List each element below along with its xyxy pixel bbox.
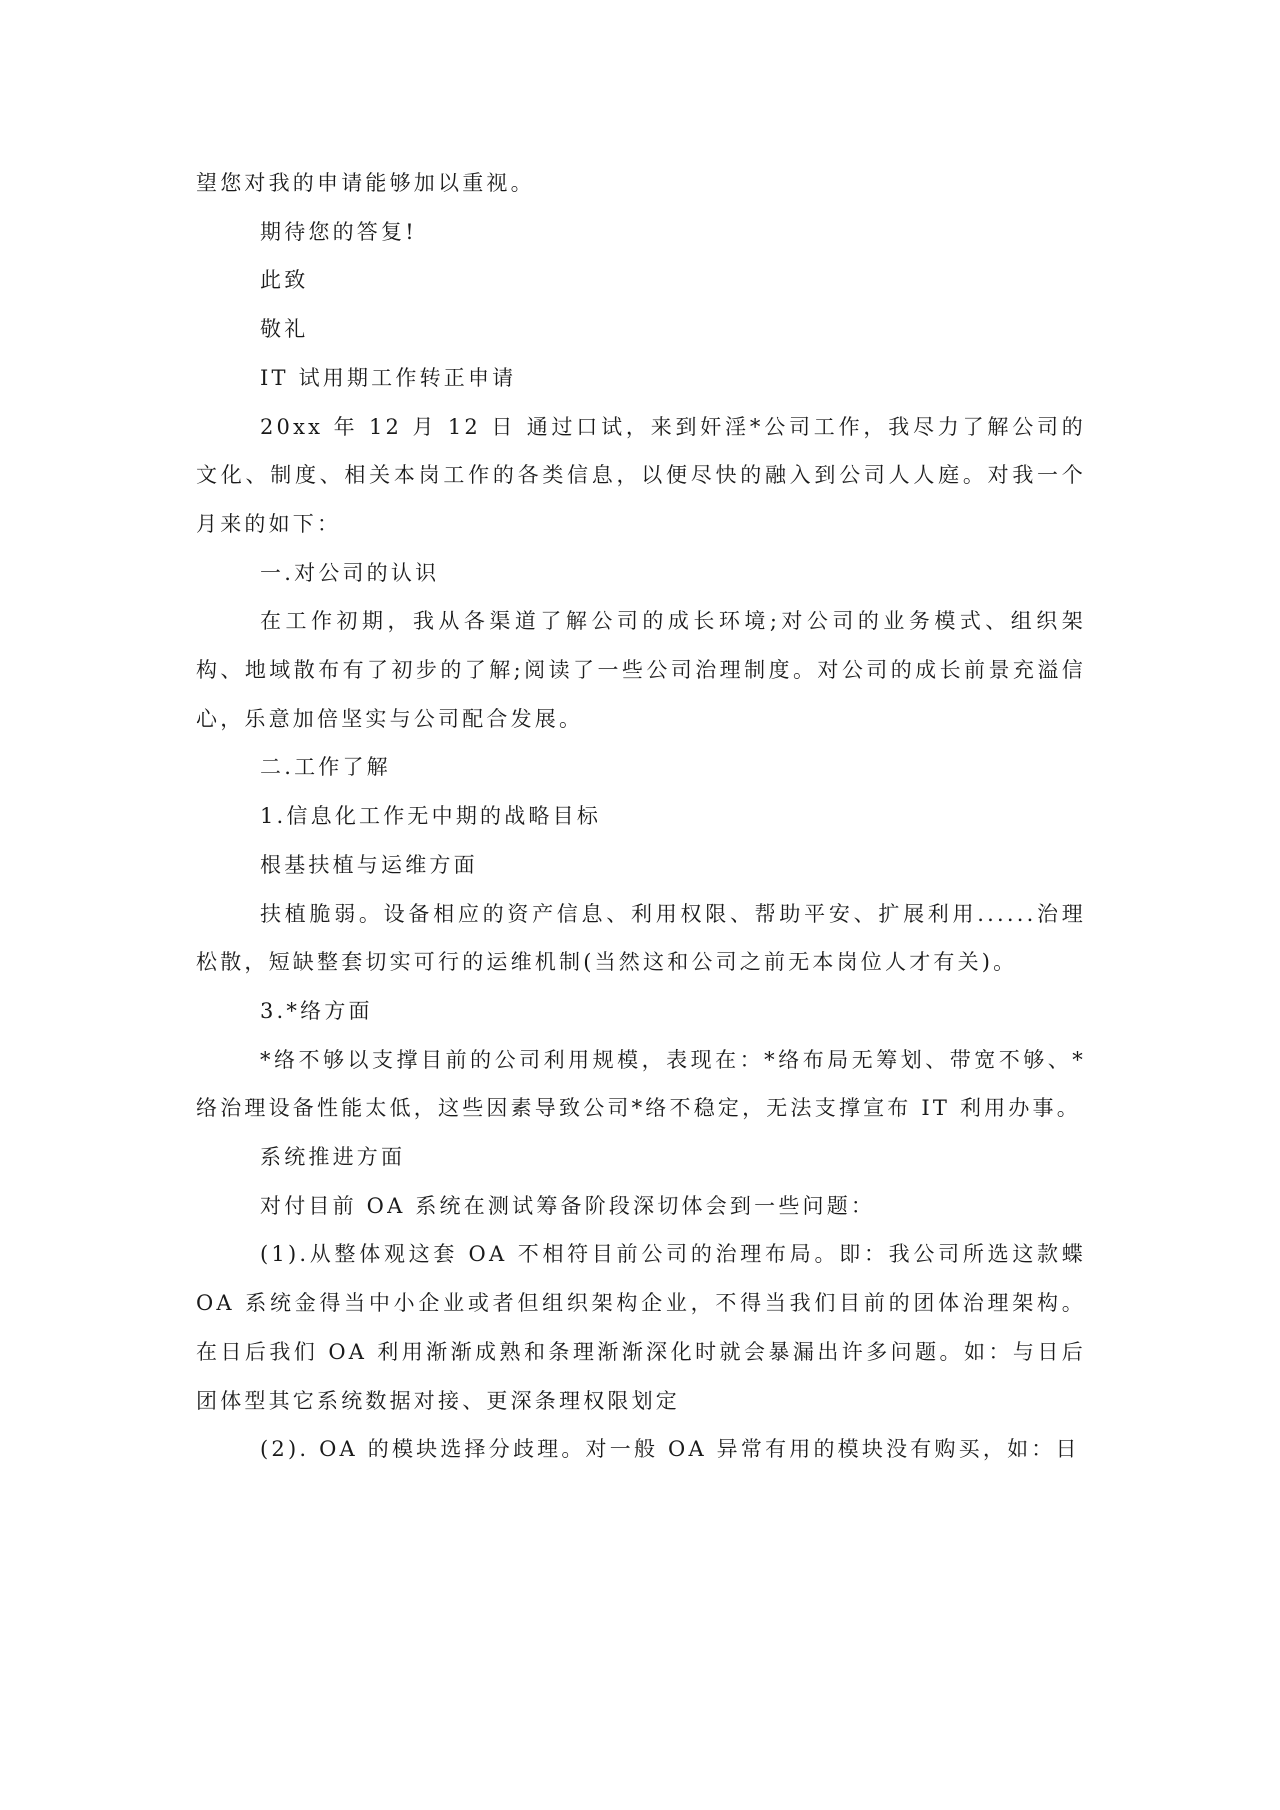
paragraph-network: *络不够以支撑目前的公司利用规模，表现在：*络布局无筹划、带宽不够、*络治理设备性能太低，这些因素导致公司*络不稳定，无法支撑宣布 IT 利用办事。 (196, 1047, 1086, 1121)
heading-section-1: 一.对公司的认识 (260, 560, 440, 585)
heading-section-2: 二.工作了解 (260, 755, 391, 780)
heading-infrastructure: 根基扶植与运维方面 (260, 852, 478, 877)
paragraph-intro: 20xx 年 12 月 12 日 通过口试，来到奸淫*公司工作，我尽力了解公司的文化、制度、相关本岗工作的各类信息，以便尽快的融入到公司人人庭。对我一个月来的如下： (196, 414, 1086, 536)
paragraph-await-reply: 期待您的答复! (260, 219, 417, 244)
paragraph-closing-request: 望您对我的申请能够加以重视。 (196, 171, 535, 195)
paragraph-salutation-1: 此致 (260, 268, 309, 293)
document-page (196, 159, 1086, 1474)
paragraph-salutation-2: 敬礼 (260, 317, 309, 342)
paragraph-company-understanding: 在工作初期，我从各渠道了解公司的成长环境;对公司的业务模式、组织架构、地域散布有了初步的了解;阅读了一些公司治理制度。对公司的成长前景充溢信心，乐意加倍坚实与公司配合发展。 (196, 609, 1086, 731)
heading-item-1: 1.信息化工作无中期的战略目标 (260, 804, 602, 829)
paragraph-oa-issue-1: (1).从整体观这套 OA 不相符目前公司的治理布局。即：我公司所选这款蝶 OA 系统金得当中小企业或者但组织架构企业，不得当我们目前的团体治理架构。在日后我们 OA 利用渐渐成熟和条理渐渐深化时就会暴漏出许多问题。如：与日后团体型其它系统数据对接、更深条理权限划定 (196, 1242, 1086, 1413)
paragraph-oa-intro: 对付目前 OA 系统在测试筹备阶段深切体会到一些问题： (260, 1193, 876, 1218)
document-title: IT 试用期工作转正申请 (260, 365, 517, 390)
paragraph-infrastructure: 扶植脆弱。设备相应的资产信息、利用权限、帮助平安、扩展利用......治理松散，短缺整套切实可行的运维机制(当然这和公司之前无本岗位人才有关)。 (196, 901, 1086, 975)
heading-system-promotion: 系统推进方面 (260, 1145, 406, 1170)
paragraph-oa-issue-2: (2). OA 的模块选择分歧理。对一般 OA 异常有用的模块没有购买，如：日 (260, 1437, 1080, 1462)
heading-item-3-network: 3.*络方面 (260, 998, 373, 1023)
